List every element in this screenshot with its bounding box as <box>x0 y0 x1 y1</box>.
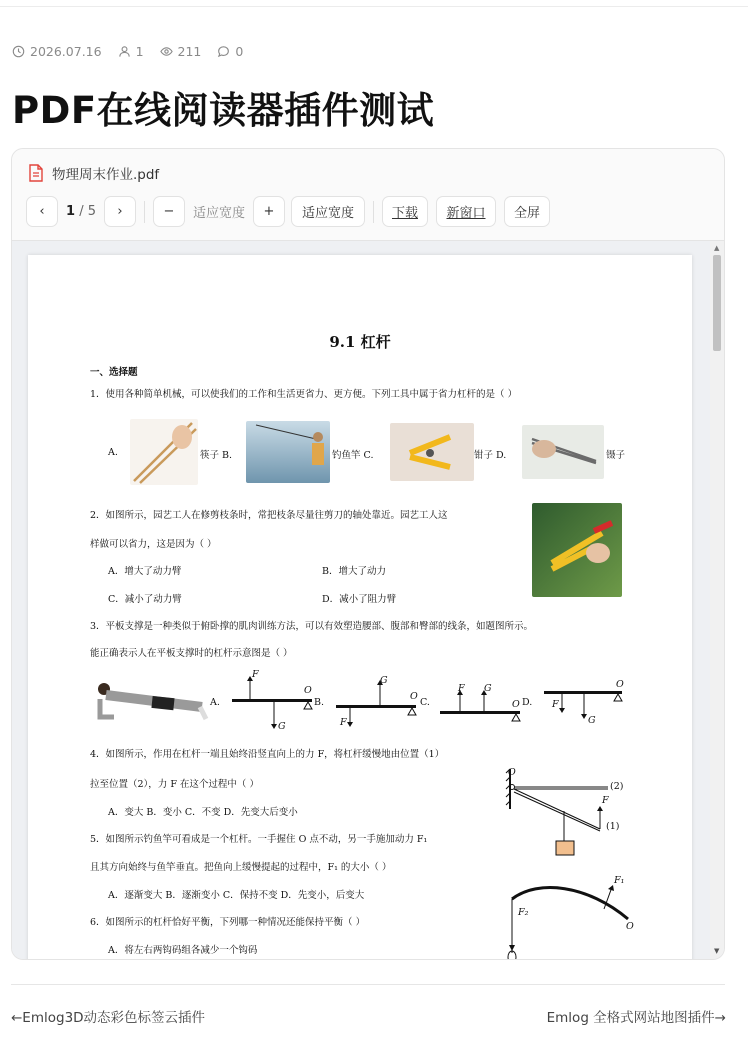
label-g: G <box>278 721 286 732</box>
meta-comments: 0 <box>217 44 243 59</box>
label-o: O <box>512 699 520 710</box>
label-o: O <box>616 679 624 690</box>
label-f2: F₂ <box>518 907 529 918</box>
pdf-file-icon <box>28 164 44 182</box>
meta-date: 2026.07.16 <box>12 44 102 59</box>
fullscreen-button[interactable]: 全屏 <box>504 196 550 227</box>
new-window-button[interactable]: 新窗口 <box>436 196 496 227</box>
pdf-q1-d-text: 镊子 <box>606 450 626 461</box>
file-name: 物理周末作业.pdf <box>28 163 159 183</box>
pdf-q3-c: C. <box>420 697 430 708</box>
scroll-up-arrow-icon[interactable]: ▲ <box>714 244 720 252</box>
pdf-q3-line2: 能正确表示人在平板支撑时的杠杆示意图是（ ） <box>90 648 293 659</box>
fit-width-button[interactable]: 适应宽度 <box>291 196 365 227</box>
pdf-q2-b: B．增大了动力 <box>322 566 386 577</box>
pdf-q3-a: A. <box>210 697 220 708</box>
pdf-q1-a-text: 筷子 B. <box>200 450 233 461</box>
pdf-viewer <box>11 148 725 960</box>
meta-author: 1 <box>118 44 144 59</box>
prev-page-button[interactable]: ‹ <box>26 196 58 227</box>
label-f: F <box>340 717 347 728</box>
prev-post-link[interactable]: ←Emlog3D动态彩色标签云插件 <box>11 1010 206 1026</box>
pdf-scroll-area[interactable] <box>12 241 724 959</box>
pdf-q1-c-text: 钳子 D. <box>474 450 507 461</box>
clock-icon <box>12 45 25 58</box>
meta-views: 211 <box>160 44 202 59</box>
pdf-q6-line1: 6．如图所示的杠杆恰好平衡，下列哪一种情况还能保持平衡（ ） <box>90 917 366 928</box>
pdf-section: 一、选择题 <box>90 367 138 378</box>
top-divider <box>0 6 748 7</box>
toolbar-divider <box>144 201 145 223</box>
pdf-q2-d: D．减小了阻力臂 <box>322 594 397 605</box>
pdf-q3-line1: 3．平板支撑是一种类似于俯卧撑的肌肉训练方法，可以有效塑造腰部、腹部和臀部的线条，如题图所示。 <box>90 621 534 632</box>
label-o: O <box>410 691 418 702</box>
label-f1: F₁ <box>614 875 625 886</box>
post-meta <box>12 44 243 59</box>
viewer-header <box>12 149 724 241</box>
zoom-in-button[interactable]: + <box>253 196 285 227</box>
label-g: G <box>588 715 596 726</box>
lever-position-diagram <box>504 765 634 865</box>
bottom-divider <box>11 984 725 985</box>
pdf-q5-line2: 且其方向始终与鱼竿垂直。把鱼向上缓慢提起的过程中，F₁ 的大小（ ） <box>90 862 392 873</box>
scroll-down-arrow-icon[interactable]: ▼ <box>714 947 720 955</box>
pdf-q1-a: A. <box>108 447 118 458</box>
user-icon <box>118 45 131 58</box>
scrollbar-thumb[interactable] <box>713 255 721 351</box>
pdf-heading: 9.1 杠杆 <box>329 333 391 351</box>
pdf-q2-line1: 2．如图所示，园艺工人在修剪枝条时，常把枝条尽量往剪刀的轴处靠近。园艺工人这 <box>90 510 448 521</box>
pdf-q5-options: A．逐渐变大 B．逐渐变小 C．保持不变 D．先变小，后变大 <box>108 890 365 901</box>
page-title: PDF在线阅读器插件测试 <box>12 89 435 132</box>
zoom-out-button[interactable]: − <box>153 196 185 227</box>
viewer-toolbar <box>26 196 550 227</box>
pdf-q2-line2: 样做可以省力，这是因为（ ） <box>90 539 217 550</box>
pdf-q3-d: D. <box>522 697 533 708</box>
pdf-q2-c: C．减小了动力臂 <box>108 594 182 605</box>
next-post-link[interactable]: Emlog 全格式网站地图插件→ <box>546 1010 726 1026</box>
pdf-q4-line1: 4．如图所示，作用在杠杆一端且始终沿竖直向上的力 F，将杠杆缓慢地由位置（1） <box>90 749 445 760</box>
download-button[interactable]: 下载 <box>382 196 428 227</box>
plank-exercise-image <box>92 675 210 723</box>
zoom-level: 适应宽度 <box>192 206 245 221</box>
pdf-page <box>28 255 692 960</box>
pdf-q1-b-text: 钓鱼竿 C. <box>332 450 374 461</box>
label-o: O <box>508 767 516 778</box>
toolbar-divider <box>373 201 374 223</box>
pdf-q1: 1．使用各种简单机械，可以使我们的工作和生活更省力、更方便。下列工具中属于省力杠杆的是（ ） <box>90 389 518 400</box>
pdf-q5-line1: 5．如图所示钓鱼竿可看成是一个杠杆。一手握住 O 点不动，另一手施加动力 F₁ <box>90 834 428 845</box>
pdf-q6-a: A．将左右两钩码组各减少一个钩码 <box>108 945 258 956</box>
pliers-image <box>390 423 474 481</box>
lever-diagram-a <box>228 669 324 733</box>
eye-icon <box>160 45 173 58</box>
label-o: O <box>626 921 634 932</box>
label-position-2: (2) <box>610 781 624 792</box>
next-page-button[interactable]: › <box>104 196 136 227</box>
label-g: G <box>484 683 492 694</box>
pdf-q4-options: A．变大 B．变小 C．不变 D．先变大后变小 <box>108 807 298 818</box>
pdf-q4-line2: 拉至位置（2），力 F 在这个过程中（ ） <box>90 779 259 790</box>
pdf-q2-a: A．增大了动力臂 <box>108 566 182 577</box>
label-f: F <box>602 795 609 806</box>
pruning-shears-image <box>532 503 622 597</box>
label-g: G <box>380 675 388 686</box>
chopsticks-image <box>130 419 198 485</box>
label-o: O <box>304 685 312 696</box>
tweezers-image <box>522 425 604 479</box>
label-f: F <box>552 699 559 710</box>
fishing-image <box>246 421 330 483</box>
comment-icon <box>217 45 230 58</box>
label-f: F <box>252 669 259 680</box>
label-f: F <box>458 683 465 694</box>
vertical-scrollbar[interactable] <box>710 241 724 959</box>
label-position-1: (1) <box>606 821 620 832</box>
page-indicator: 1 / 5 <box>66 204 96 219</box>
pdf-q3-b: B. <box>314 697 325 708</box>
